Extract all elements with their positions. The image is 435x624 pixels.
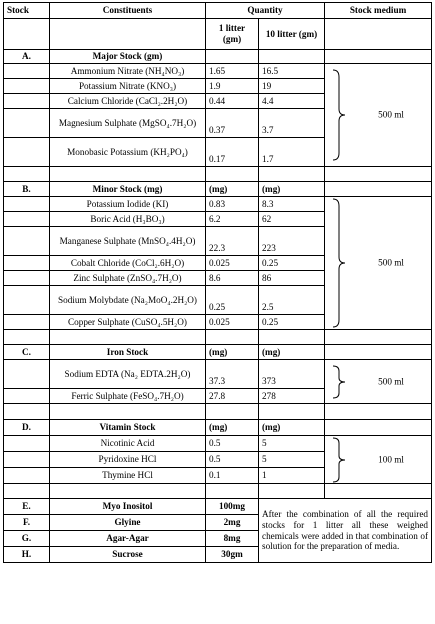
other-quantity: 2mg [206,515,259,531]
spacer-row [4,330,432,345]
vitamin-stock-title-row [4,420,432,436]
minor-stock-medium [325,197,432,330]
curly-brace-icon [331,198,347,328]
iron-stock-volume: 500 ml [378,376,404,387]
other-letter: G. [4,531,50,547]
minor-stock-volume: 500 ml [378,257,404,268]
vitamin-stock-letter: D. [4,420,50,436]
quantity-1l: 0.83 [206,197,259,212]
quantity-10l: 19 [259,79,325,94]
header-1-litter: 1 litter (gm) [206,19,259,50]
major-stock-medium [325,64,432,167]
iron-stock-title-row [4,345,432,360]
quantity-10l: 8.3 [259,197,325,212]
quantity-10l: 278 [259,389,325,404]
constituent-name: Calcium Chloride (CaCl₂.2H₂O) [50,94,206,109]
constituent-name: Cobalt Chloride (CoCl₂.6H₂O) [50,256,206,271]
header-row-1 [4,3,432,19]
constituent-name: Manganese Sulphate (MnSO₄.4H₂O) [50,227,206,256]
header-stock: Stock [4,3,50,19]
curly-brace-icon [331,365,347,399]
constituent-name: Sodium Molybdate (Na₂MoO₄.2H₂O) [50,286,206,315]
iron-stock-letter: C. [4,345,50,360]
quantity-1l: 37.3 [206,360,259,389]
quantity-10l: 4.4 [259,94,325,109]
constituent-name: Copper Sulphate (CuSO₄.5H₂O) [50,315,206,330]
other-quantity: 100mg [206,499,259,515]
minor-stock-title-row [4,182,432,197]
constituent-name: Ammonium Nitrate (NH₄NO₃) [50,64,206,79]
vitamin-stock-medium [325,436,432,484]
quantity-10l: 0.25 [259,315,325,330]
other-name: Myo Inositol [50,499,206,515]
quantity-1l: 0.17 [206,138,259,167]
header-10-litter: 10 litter (gm) [259,19,325,50]
quantity-10l: 1 [259,468,325,484]
quantity-1l: 1.65 [206,64,259,79]
constituent-name: Boric Acid (H₃BO₃) [50,212,206,227]
vitamin-stock-volume: 100 ml [378,454,404,465]
stock-solution-table [3,2,432,563]
header-row-2 [4,19,432,50]
quantity-10l: 2.5 [259,286,325,315]
constituent-name: Magnesium Sulphate (MgSO₄.7H₂O) [50,109,206,138]
spacer-row [4,404,432,420]
other-name: Agar-Agar [50,531,206,547]
quantity-10l: 16.5 [259,64,325,79]
major-stock-volume: 500 ml [378,109,404,120]
table-row [4,499,432,515]
quantity-1l: 0.44 [206,94,259,109]
header-quantity: Quantity [206,3,325,19]
table-row [4,360,432,389]
quantity-1l: 0.5 [206,436,259,452]
quantity-1l: 1.9 [206,79,259,94]
header-stock-medium: Stock medium [325,3,432,19]
major-stock-title-row [4,50,432,64]
other-letter: F. [4,515,50,531]
iron-stock-title: Iron Stock [50,345,206,360]
quantity-1l: 0.1 [206,468,259,484]
constituent-name: Pyridoxine HCl [50,452,206,468]
table-row [4,197,432,212]
iron-unit-10l: (mg) [259,345,325,360]
other-letter: H. [4,547,50,563]
constituent-name: Sodium EDTA (Na₂ EDTA.2H₂O) [50,360,206,389]
minor-stock-title: Minor Stock (mg) [50,182,206,197]
quantity-1l: 0.025 [206,256,259,271]
constituent-name: Potassium Iodide (KI) [50,197,206,212]
quantity-1l: 0.5 [206,452,259,468]
quantity-10l: 373 [259,360,325,389]
curly-brace-icon [331,437,347,483]
other-letter: E. [4,499,50,515]
quantity-1l: 0.37 [206,109,259,138]
quantity-10l: 86 [259,271,325,286]
iron-unit-1l: (mg) [206,345,259,360]
spacer-row [4,167,432,182]
constituent-name: Monobasic Potassium (KH₂PO₄) [50,138,206,167]
constituent-name: Ferric Sulphate (FeSO₄.7H₂O) [50,389,206,404]
constituent-name: Nicotinic Acid [50,436,206,452]
other-quantity: 30gm [206,547,259,563]
other-quantity: 8mg [206,531,259,547]
quantity-1l: 0.25 [206,286,259,315]
constituent-name: Thymine HCl [50,468,206,484]
quantity-10l: 3.7 [259,109,325,138]
quantity-10l: 0.25 [259,256,325,271]
table-row [4,436,432,452]
major-stock-letter: A. [4,50,50,64]
minor-unit-1l: (mg) [206,182,259,197]
minor-stock-letter: B. [4,182,50,197]
vitamin-unit-10l: (mg) [259,420,325,436]
vitamin-stock-title: Vitamin Stock [50,420,206,436]
preparation-note: After the combination of all the required stocks for 1 litter all these weighed chemicals were added in that combination of solution for the preparation of media. [259,499,432,563]
quantity-10l: 5 [259,452,325,468]
constituent-name: Potassium Nitrate (KNO₃) [50,79,206,94]
quantity-10l: 1.7 [259,138,325,167]
quantity-10l: 5 [259,436,325,452]
minor-unit-10l: (mg) [259,182,325,197]
major-stock-title: Major Stock (gm) [50,50,206,64]
other-name: Glyine [50,515,206,531]
curly-brace-icon [331,69,347,161]
quantity-1l: 22.3 [206,227,259,256]
vitamin-unit-1l: (mg) [206,420,259,436]
quantity-1l: 6.2 [206,212,259,227]
header-constituents: Constituents [50,3,206,19]
iron-stock-medium [325,360,432,404]
quantity-10l: 223 [259,227,325,256]
quantity-1l: 27.8 [206,389,259,404]
quantity-1l: 8.6 [206,271,259,286]
spacer-row [4,484,432,499]
quantity-1l: 0.025 [206,315,259,330]
quantity-10l: 62 [259,212,325,227]
other-name: Sucrose [50,547,206,563]
table-row [4,64,432,79]
constituent-name: Zinc Sulphate (ZnSO₄.7H₂O) [50,271,206,286]
